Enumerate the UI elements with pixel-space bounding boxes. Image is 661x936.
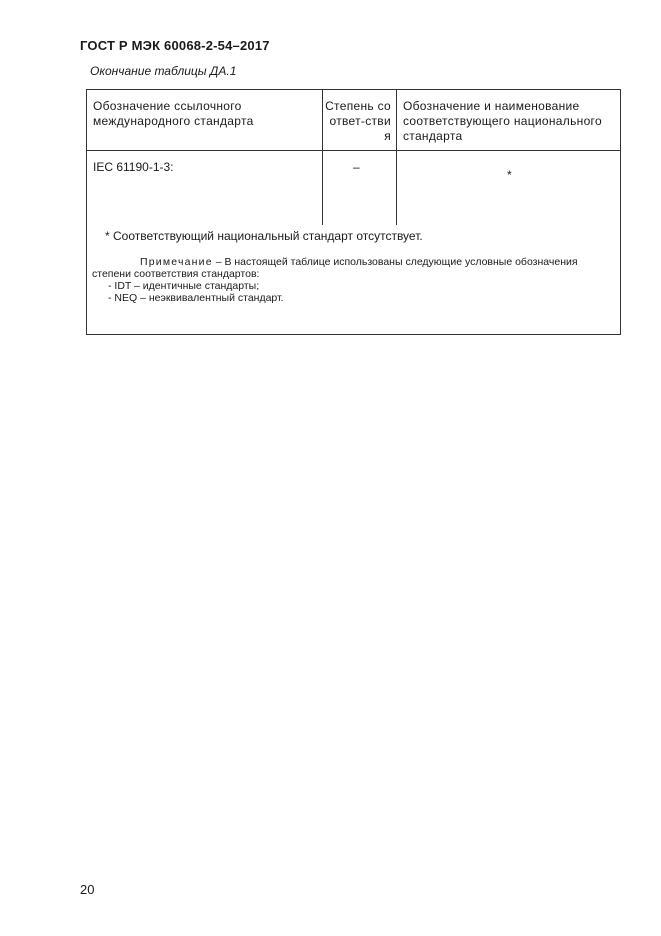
table-footnote: * Соответствующий национальный стандарт отсутствует. — [105, 229, 423, 243]
column-divider-1 — [322, 90, 323, 225]
standards-table — [86, 89, 621, 335]
note-label: Примечание — [140, 256, 213, 268]
column-header-national-standard: Обозначение и наименование соответствующего национального стандарта — [403, 99, 602, 143]
document-code-header: ГОСТ Р МЭК 60068-2-54–2017 — [80, 38, 270, 53]
column-header-intl-standard: Обозначение ссылочного международного стандарта — [93, 99, 254, 128]
cell-national-standard: * — [507, 168, 512, 182]
column-header-degree-text: Степень соответ-ствия — [325, 99, 391, 143]
cell-intl-standard: IEC 61190-1-3: — [93, 160, 174, 174]
note-item-idt: - IDT – идентичные стандарты; — [108, 280, 260, 292]
note-item-neq: - NEQ – неэквивалентный стандарт. — [108, 292, 284, 304]
page-number: 20 — [80, 882, 95, 897]
table-note — [92, 256, 612, 304]
header-divider — [87, 150, 620, 151]
column-header-degree — [325, 99, 391, 144]
note-first-line — [92, 256, 612, 280]
note-text: – В настоящей таблице использованы следующие условные обозначения степени соответствия стандартов: — [92, 256, 578, 280]
cell-degree: – — [353, 160, 360, 174]
column-divider-2 — [396, 90, 397, 225]
table-caption: Окончание таблицы ДА.1 — [90, 64, 237, 78]
